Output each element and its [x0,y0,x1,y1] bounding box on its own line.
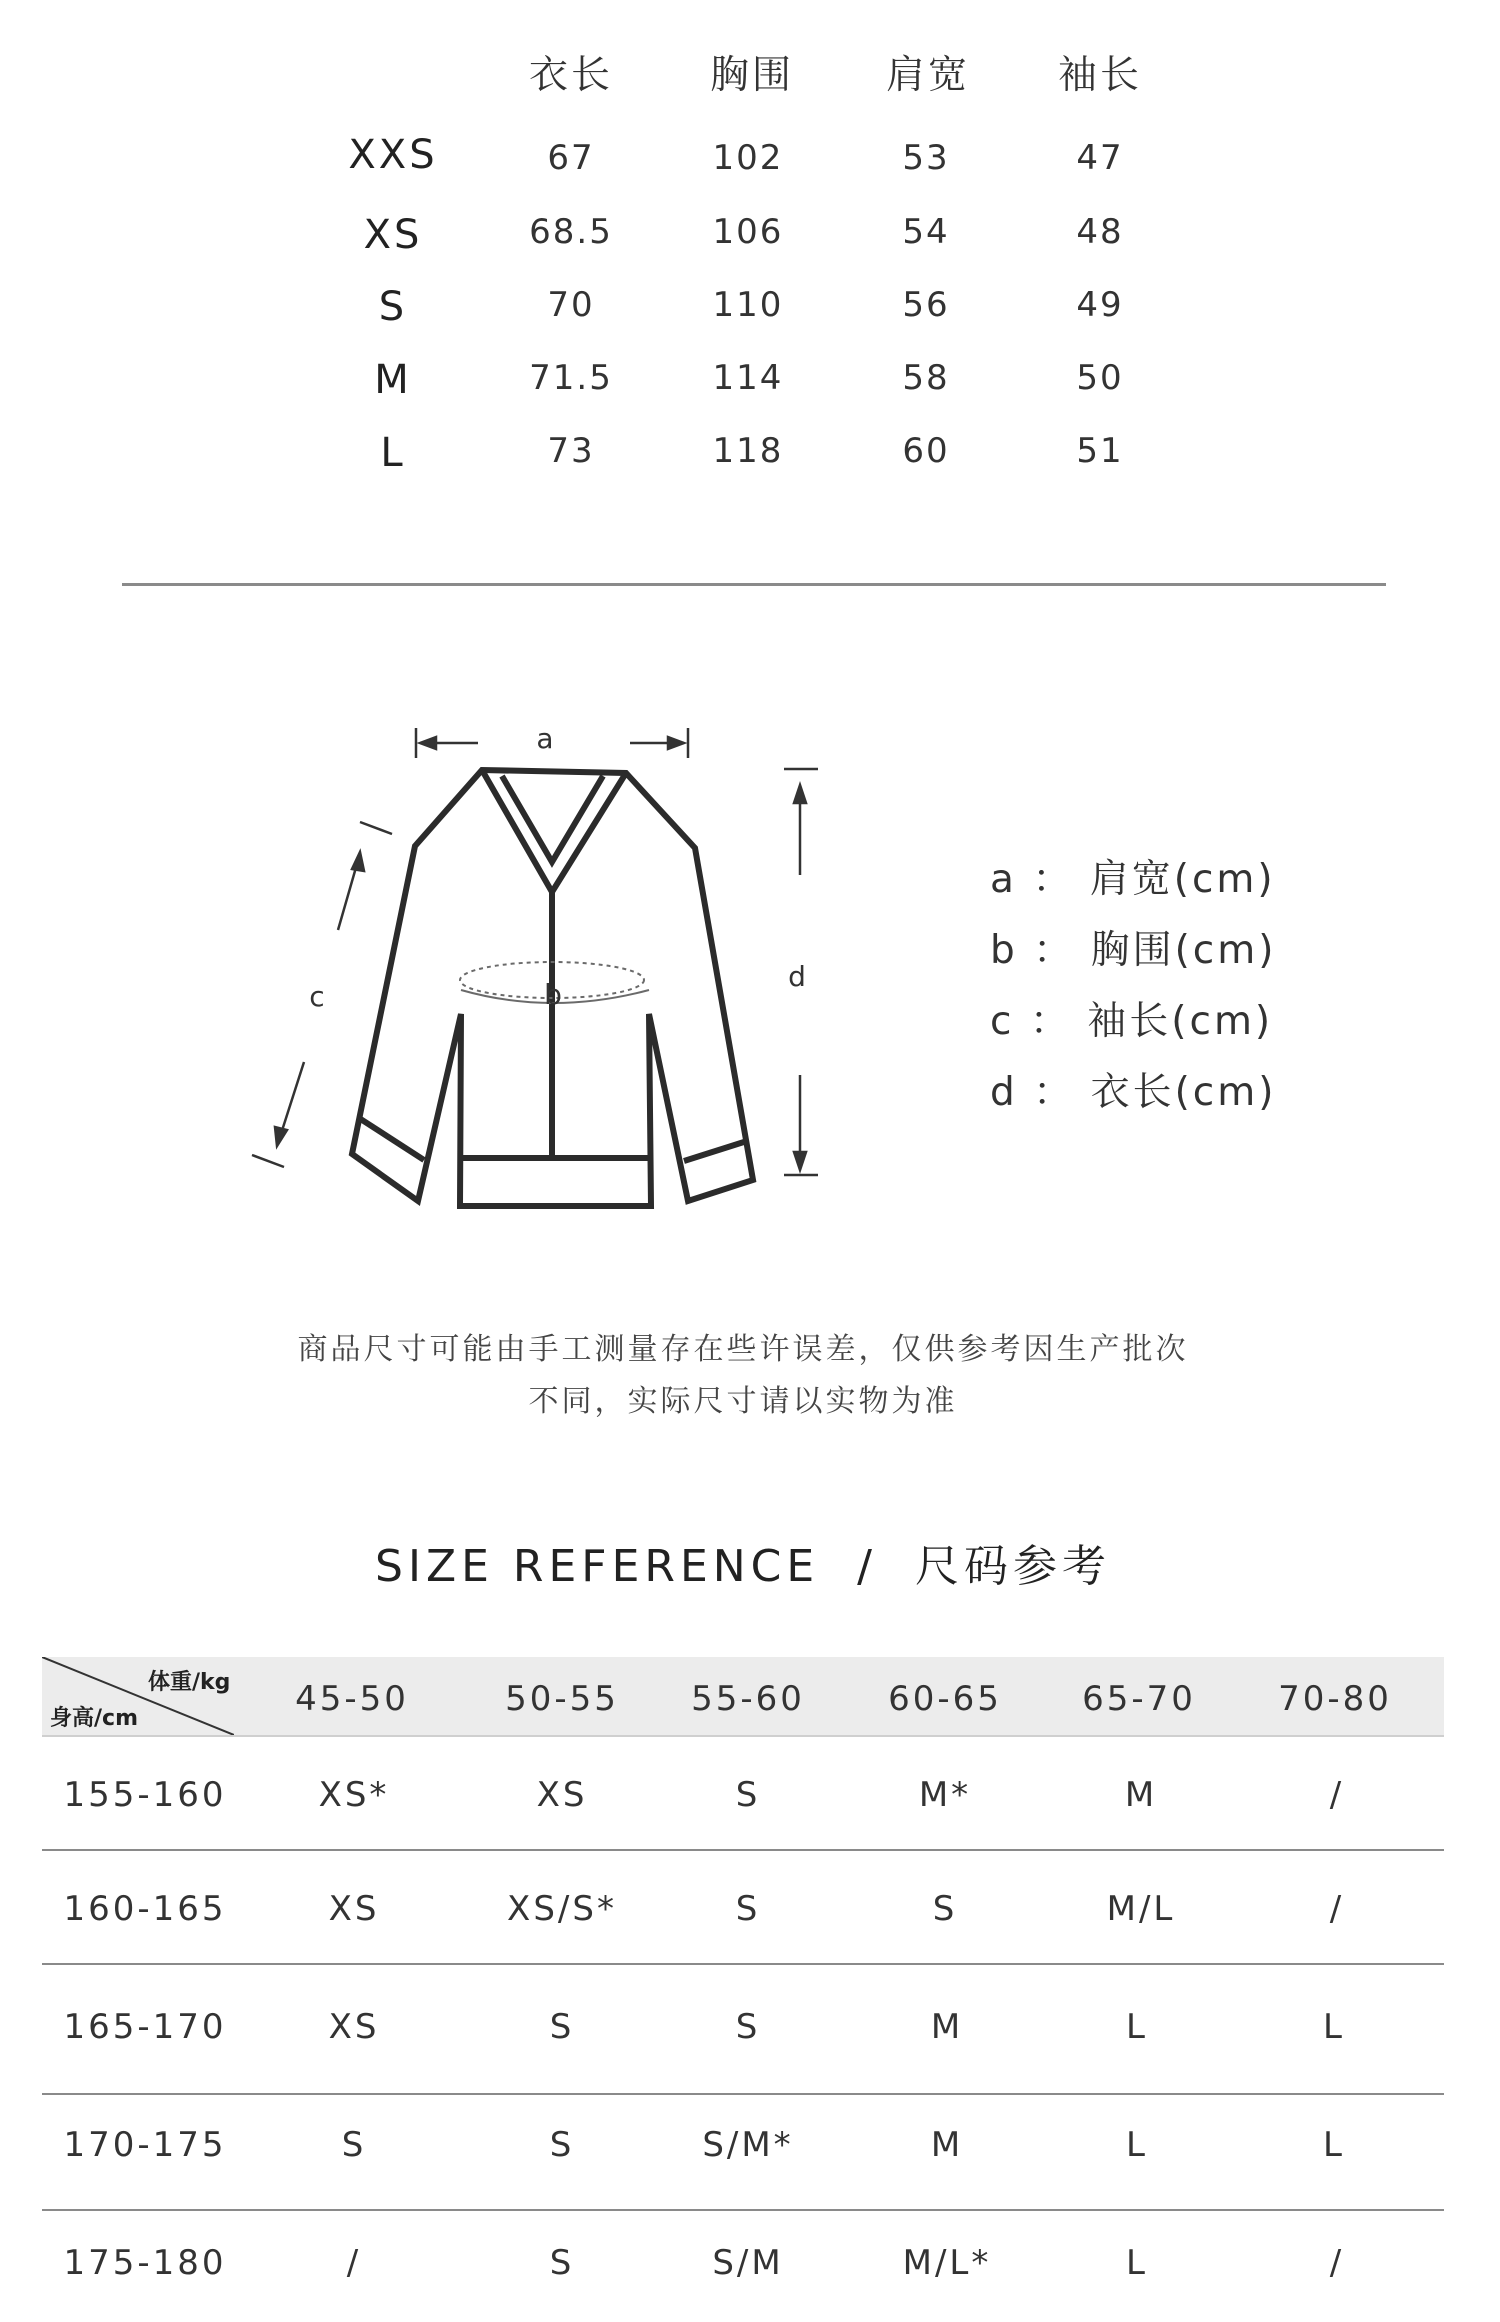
size-cell: S/M* [702,2125,794,2165]
diagram-label-d: d [788,960,806,993]
table-row [42,1965,1444,2093]
measurement-legend [990,848,1276,1132]
legend-key: b [990,928,1018,973]
size-cell: / [1329,1889,1345,1929]
legend-item [990,848,1276,919]
size-cell: S [549,2125,575,2165]
table-header [42,1657,1444,1737]
legend-text: 衣长(cm) [1090,1070,1277,1115]
header-length: 衣长 [528,53,614,98]
legend-key: a [990,857,1017,902]
size-cell: XS/S* [507,1889,617,1929]
size-cell: / [346,2243,362,2283]
size-label: XS [363,212,423,258]
legend-text: 肩宽(cm) [1089,857,1276,902]
diagram-label-c: c [309,980,325,1013]
table-cell: 58 [902,358,950,398]
table-cell: 106 [712,212,784,252]
table-cell: 54 [902,212,950,252]
left-cuff-icon [359,1118,424,1160]
height-axis-label: 身高/cm [50,1706,139,1731]
size-cell: / [1329,2243,1345,2283]
size-cell: / [1329,1775,1345,1815]
table-cell: 49 [1076,285,1124,325]
header-chest: 胸围 [709,53,795,98]
size-cell: S [735,1889,761,1929]
size-label: S [378,284,408,330]
weight-axis-label: 体重/kg [148,1670,231,1695]
legend-key: d [990,1070,1018,1115]
table-row [42,1851,1444,1965]
size-cell: S [735,2007,761,2047]
table-cell: 68.5 [529,212,613,252]
height-range: 155-160 [63,1775,227,1815]
table-row [42,2095,1444,2209]
table-cell: 114 [712,358,784,398]
table-cell: 60 [902,431,950,471]
legend-separator: ： [1033,1070,1076,1115]
legend-separator: ： [1032,857,1075,902]
size-cell: XS [536,1775,588,1815]
table-cell: 51 [1076,431,1124,471]
size-cell: M [1124,1775,1158,1815]
size-cell: XS [328,1889,380,1929]
weight-header: 45-50 [295,1679,409,1719]
legend-text: 袖长(cm) [1087,999,1274,1044]
height-range: 165-170 [63,2007,227,2047]
legend-separator: ： [1029,999,1072,1044]
size-cell: L [1323,2007,1345,2047]
legend-item [990,990,1276,1061]
table-cell: 47 [1076,138,1124,178]
table-cell: 56 [902,285,950,325]
table-cell: 67 [547,138,595,178]
weight-header: 55-60 [691,1679,805,1719]
size-cell: XS [328,2007,380,2047]
header-sleeve: 袖长 [1057,53,1143,98]
size-cell: S [549,2243,575,2283]
legend-item [990,919,1276,990]
diagram-label-a: a [536,722,554,755]
height-range: 170-175 [63,2125,227,2165]
legend-separator: ： [1033,928,1076,973]
size-label: XXS [348,132,438,178]
table-cell: 48 [1076,212,1124,252]
table-row [42,2211,1444,2321]
table-cell: 118 [712,431,784,471]
legend-key: c [990,999,1015,1044]
table-cell: 53 [902,138,950,178]
size-cell: L [1323,2125,1345,2165]
size-cell: S [932,1889,958,1929]
table-cell: 71.5 [529,358,613,398]
table-cell: 50 [1076,358,1124,398]
size-cell: M/L* [902,2243,992,2283]
header-shoulder: 肩宽 [885,53,971,98]
note-line-1: 商品尺寸可能由手工测量存在些许误差，仅供参考因生产批次 [297,1332,1189,1367]
height-range: 175-180 [63,2243,227,2283]
size-cell: L [1126,2007,1148,2047]
size-cell: S [735,1775,761,1815]
size-cell: M/L [1106,1889,1176,1929]
legend-text: 胸围(cm) [1090,928,1277,973]
diagram-label-b: b [544,978,562,1011]
size-cell: M* [918,1775,972,1815]
size-cell: L [1126,2243,1148,2283]
size-cell: S/M [712,2243,784,2283]
size-cell: L [1126,2125,1148,2165]
reference-title: SIZE REFERENCE / 尺码参考 [375,1541,1111,1592]
size-cell: XS* [318,1775,390,1815]
weight-header: 70-80 [1278,1679,1392,1719]
weight-header: 65-70 [1082,1679,1196,1719]
collar-inner-icon [502,776,603,862]
right-cuff-icon [684,1141,747,1161]
legend-item [990,1061,1276,1132]
size-cell: M [930,2125,964,2165]
table-cell: 73 [547,431,595,471]
table-cell: 110 [712,285,784,325]
size-label: L [380,430,406,476]
weight-header: 60-65 [888,1679,1002,1719]
weight-header: 50-55 [505,1679,619,1719]
size-cell: M [930,2007,964,2047]
size-cell: S [341,2125,367,2165]
table-cell: 70 [547,285,595,325]
height-range: 160-165 [63,1889,227,1929]
collar-icon [482,770,626,892]
table-row [42,1735,1444,1849]
size-cell: S [549,2007,575,2047]
note-line-2: 不同，实际尺寸请以实物为准 [528,1384,958,1419]
table-cell: 102 [712,138,784,178]
size-label: M [374,357,412,403]
